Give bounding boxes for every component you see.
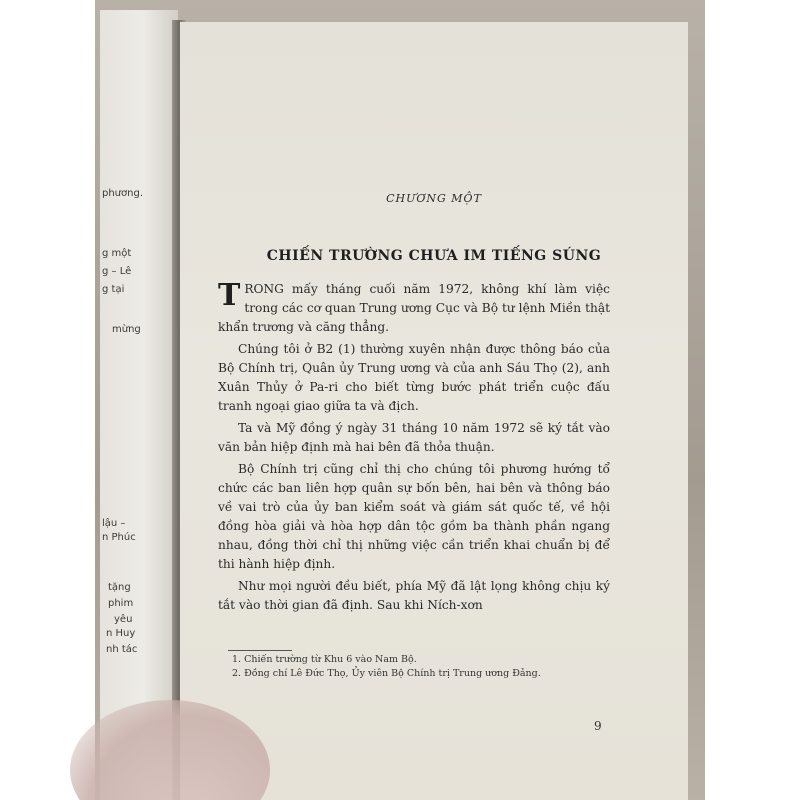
paragraph: Chúng tôi ở B2 (1) thường xuyên nhận được thông báo của Bộ Chính trị, Quân ủy Trung ương và của anh Sáu Thọ (2), anh Xuân Thủy ở Pa-ri cho biết từng bước phát triển cuộc đấu tranh ngoại giao giữa ta và địch.: [218, 342, 610, 413]
footnote: 1. Chiến trường từ Khu 6 vào Nam Bộ.: [232, 654, 417, 665]
paragraph: [218, 280, 610, 337]
paragraph: Bộ Chính trị cũng chỉ thị cho chúng tôi phương hướng tổ chức các ban liên hợp quân sự bốn bên, hai bên và thông báo về vai trò của ủy ban kiểm soát và giám sát quốc tế, về hội đồng hòa giải và hòa hợp dân tộc gồm ba thành phần ngang nhau, đồng thời chỉ thị những việc cần triển khai chuẩn bị để thi hành hiệp định.: [218, 462, 610, 571]
left-page: [100, 10, 178, 800]
left-fragment: nh tác: [106, 644, 138, 655]
footnotes: [232, 653, 622, 681]
left-fragment: g một: [102, 248, 132, 259]
left-fragment: phim: [108, 598, 134, 609]
footnote-rule: [228, 650, 292, 651]
left-fragment: tặng: [108, 582, 131, 593]
chapter-label: CHƯƠNG MỘT: [386, 192, 482, 205]
chapter-title: CHIẾN TRƯỜNG CHƯA IM TIẾNG SÚNG: [266, 248, 602, 264]
left-fragment: g – Lê: [102, 266, 132, 277]
drop-cap: T: [218, 278, 241, 313]
page-number: 9: [594, 719, 602, 733]
left-fragment: phương.: [102, 188, 144, 199]
left-fragment: g tại: [102, 284, 125, 295]
left-fragment: yêu: [114, 614, 133, 625]
footnote: 2. Đồng chí Lê Đức Thọ, Ủy viên Bộ Chính trị Trung ương Đảng.: [232, 668, 541, 679]
paragraph: Như mọi người đều biết, phía Mỹ đã lật lọng không chịu ký tắt vào thời gian đã định. Sau khi Ních-xơn: [218, 579, 610, 612]
left-fragment: lậu –: [102, 518, 126, 529]
left-fragment: mừng: [112, 324, 141, 335]
body-text: [218, 280, 610, 618]
left-fragment: n Phúc: [102, 532, 136, 543]
paragraph: Ta và Mỹ đồng ý ngày 31 tháng 10 năm 1972 sẽ ký tắt vào văn bản hiệp định mà hai bên đã thỏa thuận.: [218, 421, 610, 454]
left-fragment: n Huy: [106, 628, 136, 639]
paragraph-text: RONG mấy tháng cuối năm 1972, không khí làm việc trong các cơ quan Trung ương Cục và Bộ tư lệnh Miền thật khẩn trương và căng thẳng.: [218, 282, 610, 334]
